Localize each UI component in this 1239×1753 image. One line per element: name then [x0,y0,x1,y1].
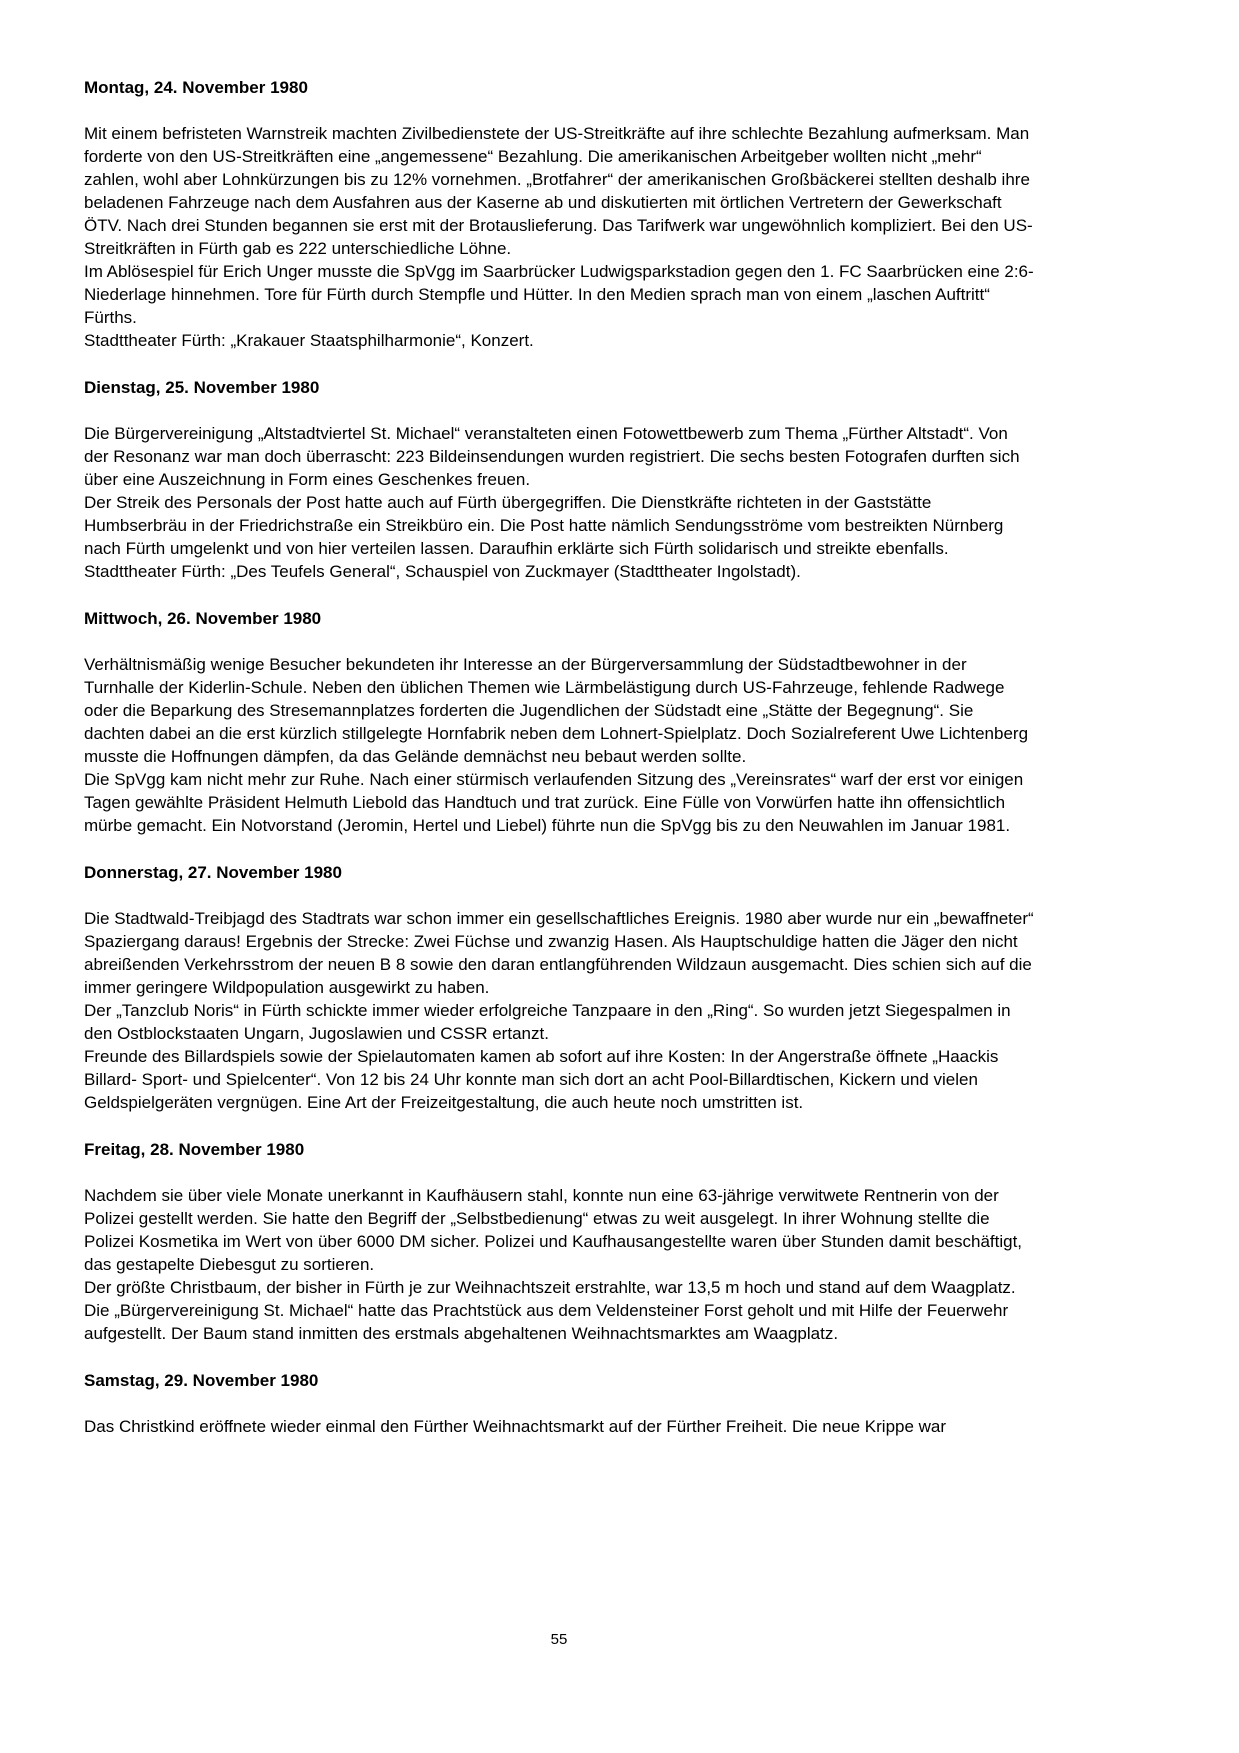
paragraph: Mit einem befristeten Warnstreik machten Zivilbedienstete der US-Streitkräfte auf ihre schlechte Bezahlung aufmerksam. Man forderte von den US-Streitkräften eine „angemessene“ Bezahlung. Die amerikanischen Arbeitgeber wollten nicht „mehr“ zahlen, wohl aber Lohnkürzungen bis zu 12% vornehmen. „Brotfahrer“ der amerikanischen Großbäckerei stellten deshalb ihre beladenen Fahrzeuge nach dem Ausfahren aus der Kaserne ab und diskutierten mit örtlichen Vertretern der Gewerkschaft ÖTV. Nach drei Stunden begannen sie erst mit der Brotauslieferung. Das Tarifwerk war ungewöhnlich kompliziert. Bei den US-Streitkräften in Fürth gab es 222 unterschiedliche Löhne. [84,124,1033,258]
paragraph: Verhältnismäßig wenige Besucher bekundeten ihr Interesse an der Bürgerversammlung der Südstadtbewohner in der Turnhalle der Kiderlin-Schule. Neben den üblichen Themen wie Lärmbelästigung durch US-Fahrzeuge, fehlende Radwege oder die Beparkung des Stresemannplatzes forderten die Jugendlichen der Südstadt eine „Stätte der Begegnung“. Sie dachten dabei an die erst kürzlich stillgelegte Hornfabrik neben dem Lohnert-Spielplatz. Doch Sozialreferent Uwe Lichtenberg musste die Hoffnungen dämpfen, da das Gelände demnächst neu bebaut werden sollte. [84,655,1029,766]
day-section-donnerstag [84,861,1034,1114]
day-section-samstag [84,1369,1034,1438]
paragraph: Der „Tanzclub Noris“ in Fürth schickte immer wieder erfolgreiche Tanzpaare in den „Ring“. So wurden jetzt Siegespalmen in den Ostblockstaaten Ungarn, Jugoslawien und CSSR ertanzt. [84,1001,1011,1043]
paragraph: Stadttheater Fürth: „Krakauer Staatsphilharmonie“, Konzert. [84,331,534,350]
paragraph: Freunde des Billardspiels sowie der Spielautomaten kamen ab sofort auf ihre Kosten: In der Angerstraße öffnete „Haackis Billard- Sport- und Spielcenter“. Von 12 bis 24 Uhr konnte man sich dort an acht Pool-Billardtischen, Kickern und vielen Geldspielgeräten vergnügen. Eine Art der Freizeitgestaltung, die auch heute noch umstritten ist. [84,1047,999,1112]
day-heading: Dienstag, 25. November 1980 [84,378,320,397]
page-content [84,76,1034,1438]
paragraph: Die SpVgg kam nicht mehr zur Ruhe. Nach einer stürmisch verlaufenden Sitzung des „Vereinsrates“ warf der erst vor einigen Tagen gewählte Präsident Helmuth Liebold das Handtuch und trat zurück. Eine Fülle von Vorwürfen hatte ihn offensichtlich mürbe gemacht. Ein Notvorstand (Jeromin, Hertel und Liebel) führte nun die SpVgg bis zu den Neuwahlen im Januar 1981. [84,770,1024,835]
page-number: 55 [550,1631,568,1648]
paragraph: Der Streik des Personals der Post hatte auch auf Fürth übergegriffen. Die Dienstkräfte richteten in der Gaststätte Humbserbräu in der Friedrichstraße ein Streikbüro ein. Die Post hatte nämlich Sendungsströme vom bestreikten Nürnberg nach Fürth umgelenkt und von hier verteilen lassen. Daraufhin erklärte sich Fürth solidarisch und streikte ebenfalls. [84,493,1004,558]
day-section-dienstag [84,376,1034,583]
day-section-freitag [84,1138,1034,1345]
day-heading: Mittwoch, 26. November 1980 [84,609,322,628]
paragraph: Die Stadtwald-Treibjagd des Stadtrats war schon immer ein gesellschaftliches Ereignis. 1980 aber wurde nur ein „bewaffneter“ Spaziergang daraus! Ergebnis der Strecke: Zwei Füchse und zwanzig Hasen. Als Hauptschuldige hatten die Jäger den nicht abreißenden Verkehrsstrom der neuen B 8 sowie den daran entlangführenden Wildzaun ausgemacht. Dies schien sich auf die immer geringere Wildpopulation ausgewirkt zu haben. [84,909,1034,997]
paragraph: Nachdem sie über viele Monate unerkannt in Kaufhäusern stahl, konnte nun eine 63-jährige verwitwete Rentnerin von der Polizei gestellt werden. Sie hatte den Begriff der „Selbstbedienung“ etwas zu weit ausgelegt. In ihrer Wohnung stellte die Polizei Kosmetika im Wert von über 6000 DM sicher. Polizei und Kaufhausangestellte waren über Stunden damit beschäftigt, das gestapelte Diebesgut zu sortieren. [84,1186,1023,1274]
paragraph: Das Christkind eröffnete wieder einmal den Fürther Weihnachtsmarkt auf der Fürther Freiheit. Die neue Krippe war [84,1417,947,1436]
paragraph: Stadttheater Fürth: „Des Teufels General“, Schauspiel von Zuckmayer (Stadttheater Ingolstadt). [84,562,801,581]
day-section-montag [84,76,1034,352]
day-heading: Montag, 24. November 1980 [84,78,308,97]
paragraph: Die Bürgervereinigung „Altstadtviertel St. Michael“ veranstalteten einen Fotowettbewerb zum Thema „Fürther Altstadt“. Von der Resonanz war man doch überrascht: 223 Bildeinsendungen wurden registriert. Die sechs besten Fotografen durften sich über eine Auszeichnung in Form eines Geschenkes freuen. [84,424,1020,489]
paragraph: Im Ablösespiel für Erich Unger musste die SpVgg im Saarbrücker Ludwigsparkstadion gegen den 1. FC Saarbrücken eine 2:6-Niederlage hinnehmen. Tore für Fürth durch Stempfle und Hütter. In den Medien sprach man von einem „laschen Auftritt“ Fürths. [84,262,1034,327]
day-heading: Freitag, 28. November 1980 [84,1140,305,1159]
day-heading: Donnerstag, 27. November 1980 [84,863,342,882]
day-heading: Samstag, 29. November 1980 [84,1371,319,1390]
paragraph: Der größte Christbaum, der bisher in Fürth je zur Weihnachtszeit erstrahlte, war 13,5 m hoch und stand auf dem Waagplatz. Die „Bürgervereinigung St. Michael“ hatte das Prachtstück aus dem Veldensteiner Forst geholt und mit Hilfe der Feuerwehr aufgestellt. Der Baum stand inmitten des erstmals abgehaltenen Weihnachtsmarktes am Waagplatz. [84,1278,1016,1343]
day-section-mittwoch [84,607,1034,837]
